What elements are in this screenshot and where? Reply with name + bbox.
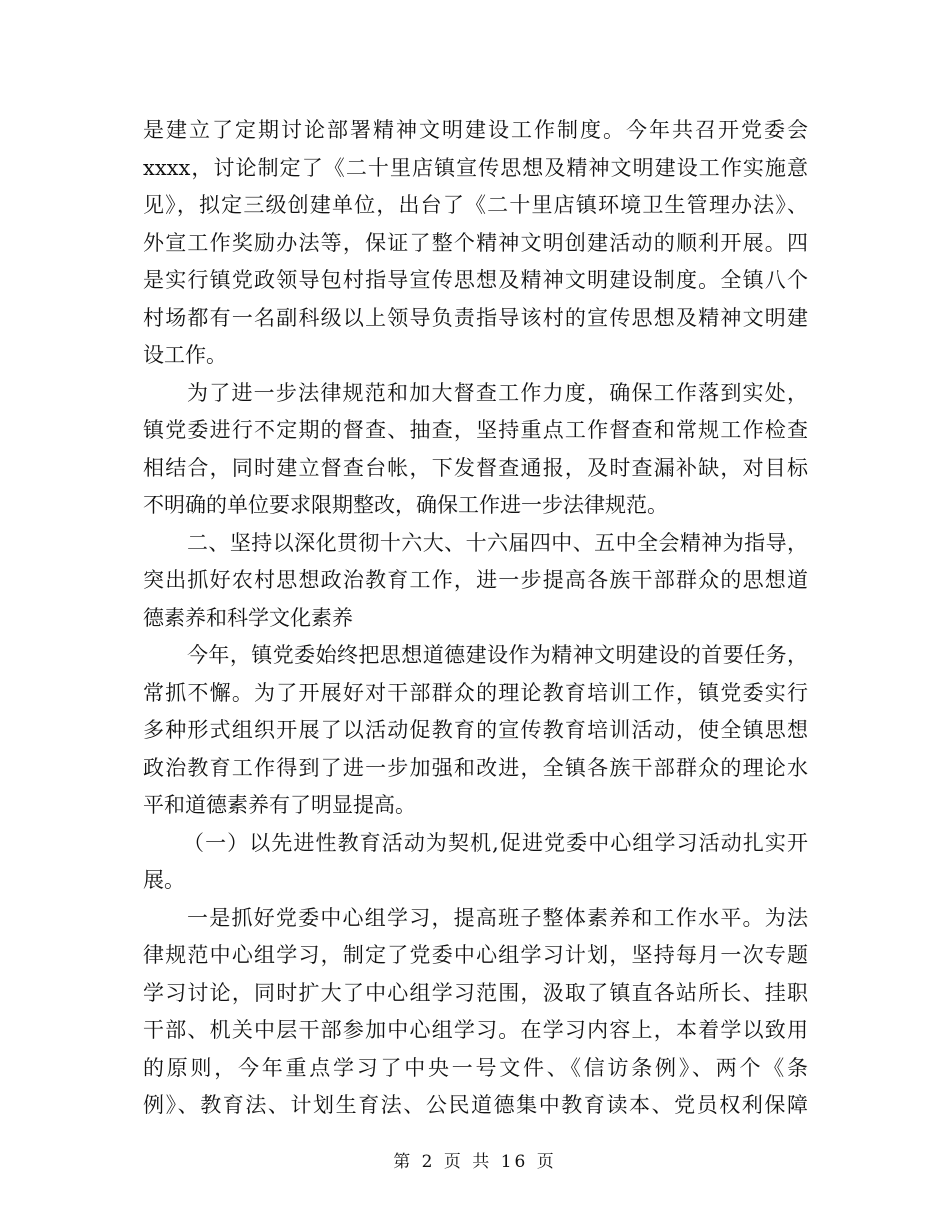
paragraph-1 <box>143 112 808 375</box>
text-line: 突出抓好农村思想政治教育工作，进一步提高各族干部群众的思想道 <box>143 568 808 592</box>
document-body <box>143 112 808 1125</box>
text-line: 常抓不懈。为了开展好对干部群众的理论教育培训工作，镇党委实行 <box>143 680 808 705</box>
text-line: 今年，镇党委始终把思想道德建设作为精神文明建设的首要任务， <box>187 643 808 667</box>
text-line: 外宣工作奖励办法等，保证了整个精神文明创建活动的顺利开展。四 <box>143 230 808 255</box>
text-line: 是实行镇党政领导包村指导宣传思想及精神文明建设制度。全镇八个 <box>143 268 808 292</box>
text-line: xxxx，讨论制定了《二十里店镇宣传思想及精神文明建设工作实施意 <box>143 155 808 180</box>
text-line: 一是抓好党委中心组学习，提高班子整体素养和工作水平。为法 <box>187 905 808 930</box>
page-number: 第 2 页 共 16 页 <box>393 1152 557 1172</box>
text-line: 干部、机关中层干部参加中心组学习。在学习内容上，本着学以致用 <box>143 1018 808 1042</box>
text-line: 设工作。 <box>143 343 227 367</box>
text-line: 不明确的单位要求限期整改，确保工作进一步法律规范。 <box>143 493 668 517</box>
text-line: 政治教育工作得到了进一步加强和改进，全镇各族干部群众的理论水 <box>143 755 808 780</box>
text-line: 相结合，同时建立督查台帐，下发督查通报，及时查漏补缺，对目标 <box>143 455 808 480</box>
text-line: 的原则，今年重点学习了中央一号文件、《信访条例》、两个《条 <box>143 1055 808 1080</box>
text-line: 村场都有一名副科级以上领导负责指导该村的宣传思想及精神文明建 <box>143 305 808 330</box>
text-line: （一）以先进性教育活动为契机,促进党委中心组学习活动扎实开 <box>183 830 808 855</box>
text-line: 律规范中心组学习，制定了党委中心组学习计划，坚持每月一次专题 <box>143 943 808 967</box>
text-line: 见》，拟定三级创建单位，出台了《二十里店镇环境卫生管理办法》、 <box>143 193 808 217</box>
subsection-heading-1 <box>143 825 808 900</box>
text-line: 为了进一步法律规范和加大督查工作力度，确保工作落到实处， <box>187 380 808 405</box>
paragraph-2 <box>143 375 808 525</box>
text-line: 镇党委进行不定期的督查、抽查，坚持重点工作督查和常规工作检查 <box>143 418 808 442</box>
text-line: 展。 <box>143 868 185 892</box>
text-line: 学习讨论，同时扩大了中心组学习范围，汲取了镇直各站所长、挂职 <box>143 980 808 1005</box>
text-line: 二、坚持以深化贯彻十六大、十六届四中、五中全会精神为指导， <box>187 530 808 555</box>
paragraph-4 <box>143 900 808 1125</box>
text-line: 是建立了定期讨论部署精神文明建设工作制度。今年共召开党委会 <box>143 118 808 142</box>
paragraph-3 <box>143 637 808 825</box>
text-line: 平和道德素养有了明显提高。 <box>143 793 416 817</box>
text-line: 多种形式组织开展了以活动促教育的宣传教育培训活动，使全镇思想 <box>143 718 808 742</box>
text-line: 德素养和科学文化素养 <box>143 605 353 630</box>
section-heading-2 <box>143 525 808 638</box>
text-line: 例》、教育法、计划生育法、公民道德集中教育读本、党员权利保障 <box>143 1093 808 1117</box>
